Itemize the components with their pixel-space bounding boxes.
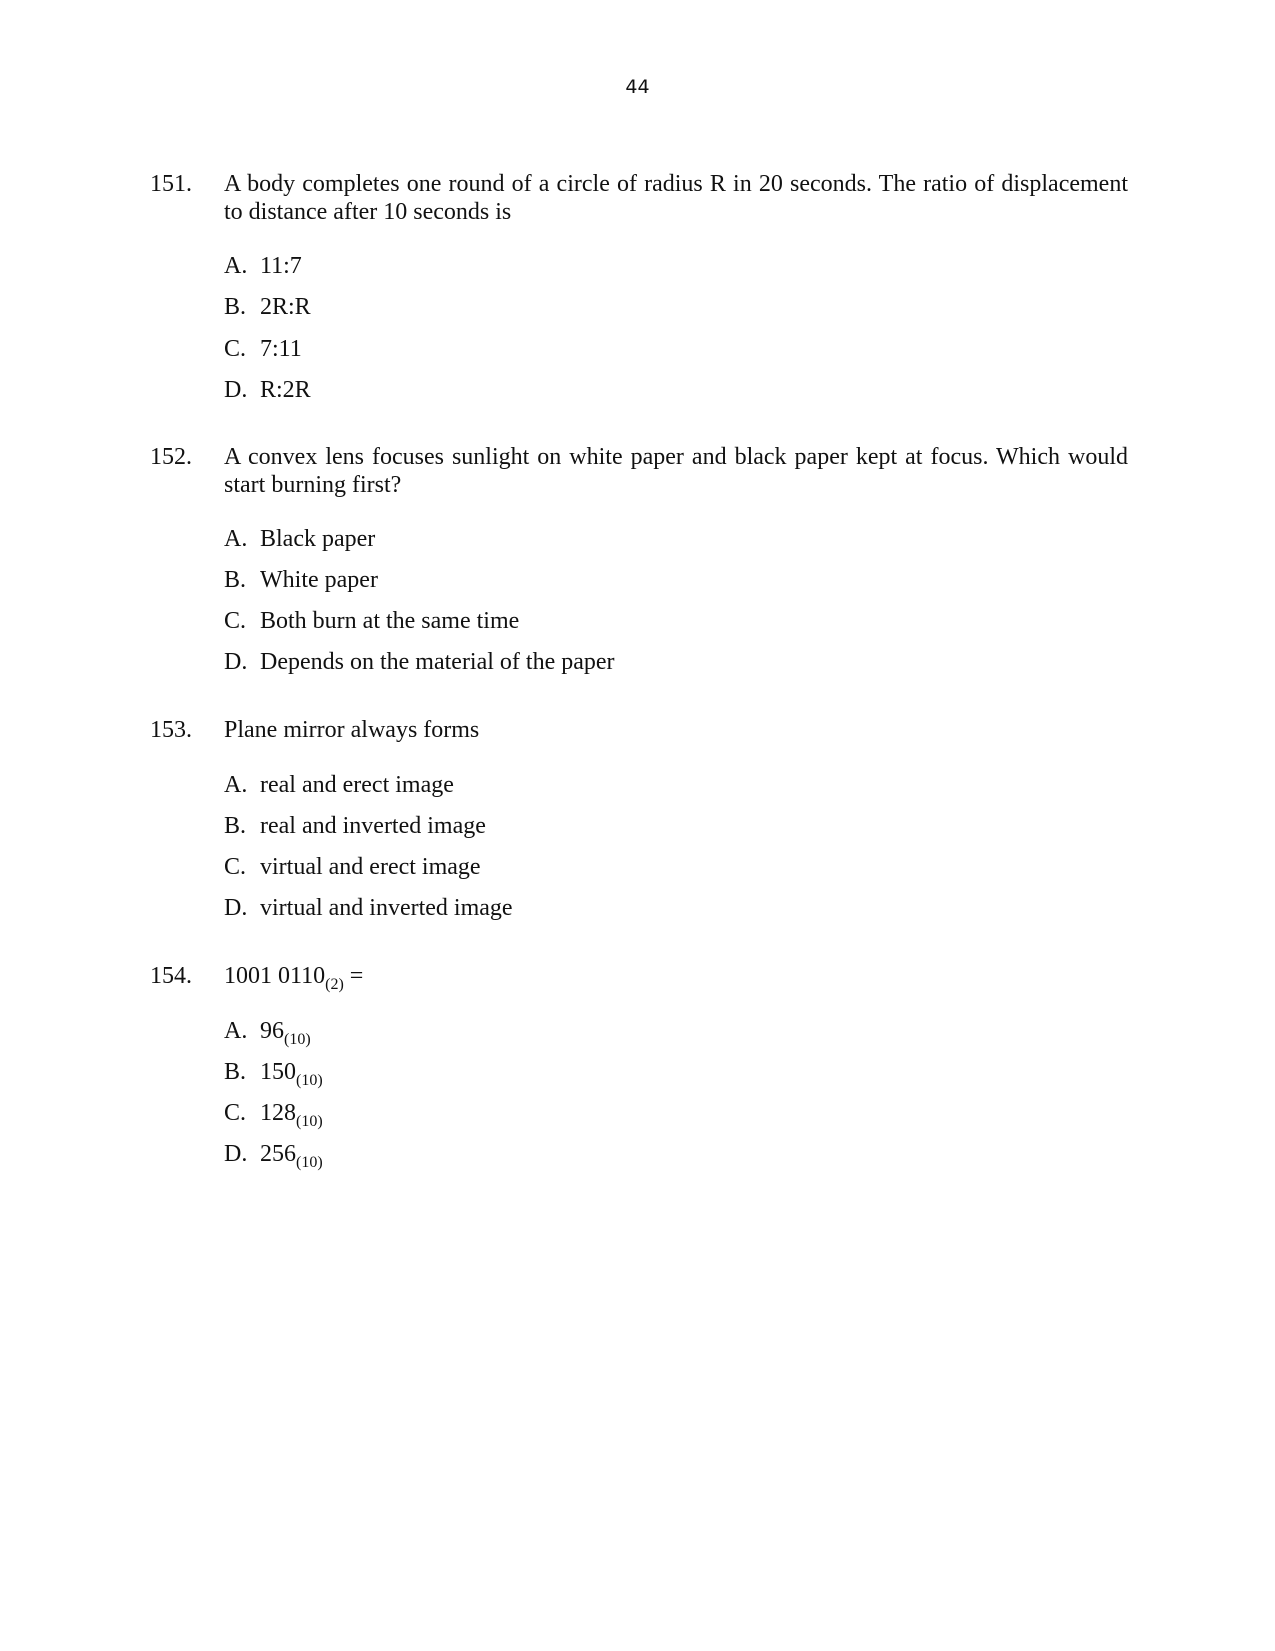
option-letter: D. [224, 1141, 248, 1167]
option-text: Depends on the material of the paper [260, 649, 615, 675]
option-value: 256 [260, 1141, 296, 1167]
option-value: 96 [260, 1018, 284, 1044]
option-a[interactable] [224, 525, 375, 553]
option-text: Black paper [260, 526, 376, 552]
option-letter: A. [224, 772, 248, 798]
question-number: 151. [150, 171, 192, 197]
option-subscript: (10) [296, 1154, 323, 1171]
option-value: 128 [260, 1100, 296, 1126]
question-number: 152. [150, 444, 192, 470]
option-subscript: (10) [296, 1113, 323, 1130]
option-letter: A. [224, 1018, 248, 1044]
option-c[interactable] [224, 853, 481, 881]
option-letter: D. [224, 895, 248, 921]
option-b[interactable] [224, 293, 311, 321]
option-value: 150 [260, 1059, 296, 1085]
option-text: real and inverted image [260, 813, 486, 839]
question-number: 153. [150, 717, 192, 743]
option-letter: C. [224, 336, 247, 362]
option-d[interactable] [224, 894, 513, 922]
option-b[interactable] [224, 812, 486, 840]
option-text: Both burn at the same time [260, 608, 520, 634]
question-text: Plane mirror always forms [224, 717, 480, 743]
option-text: 2R:R [260, 294, 311, 320]
option-d[interactable] [224, 648, 615, 676]
binary-number: 1001 0110 [224, 963, 326, 989]
option-text: virtual and erect image [260, 854, 481, 880]
option-text: real and erect image [260, 772, 454, 798]
option-a[interactable] [224, 1017, 311, 1048]
option-b[interactable] [224, 1058, 323, 1089]
option-letter: B. [224, 294, 247, 320]
question-text [224, 962, 1128, 993]
option-letter: A. [224, 253, 248, 279]
option-c[interactable] [224, 335, 302, 363]
option-subscript: (10) [284, 1031, 311, 1048]
page-number: 44 [625, 76, 650, 98]
option-letter: D. [224, 377, 248, 403]
option-letter: D. [224, 649, 248, 675]
option-text: virtual and inverted image [260, 895, 513, 921]
question-text: A convex lens focuses sunlight on white paper and black paper kept at focus. Which would start burning first? [224, 444, 1128, 498]
option-letter: C. [224, 1100, 247, 1126]
question-text: A body completes one round of a circle of radius R in 20 seconds. The ratio of displacement to distance after 10 seconds is [224, 171, 1128, 225]
option-text: R:2R [260, 377, 311, 403]
option-text: 11:7 [260, 253, 302, 279]
base-subscript: (2) [325, 976, 344, 993]
option-letter: B. [224, 813, 247, 839]
option-b[interactable] [224, 566, 378, 594]
option-letter: C. [224, 608, 247, 634]
option-letter: B. [224, 567, 247, 593]
option-text: White paper [260, 567, 378, 593]
equals-sign: = [343, 963, 364, 989]
option-letter: C. [224, 854, 247, 880]
option-subscript: (10) [296, 1072, 323, 1089]
option-c[interactable] [224, 1099, 323, 1130]
option-a[interactable] [224, 771, 454, 799]
option-c[interactable] [224, 607, 519, 635]
option-d[interactable] [224, 376, 311, 404]
option-text: 7:11 [260, 336, 302, 362]
option-letter: B. [224, 1059, 247, 1085]
option-letter: A. [224, 526, 248, 552]
question-number: 154. [150, 963, 192, 989]
option-d[interactable] [224, 1140, 323, 1171]
option-a[interactable] [224, 252, 302, 280]
